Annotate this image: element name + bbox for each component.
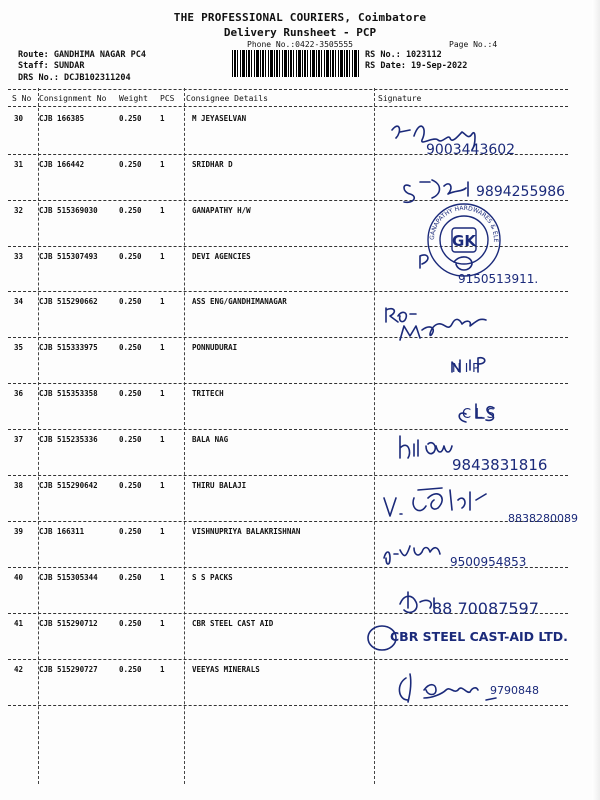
row-weight: 0.250 — [119, 619, 142, 628]
row-consignee: THIRU BALAJI — [192, 481, 247, 490]
row-sno: 40 — [14, 573, 24, 582]
handwritten-signature — [400, 592, 434, 612]
row-sno: 41 — [14, 619, 24, 628]
page-number: Page No.:4 — [449, 40, 498, 49]
row-weight: 0.250 — [119, 206, 142, 215]
row-consignment: CJB 515290712 — [39, 619, 98, 628]
col-consignment: Consignment No — [39, 94, 107, 103]
row-pcs: 1 — [160, 114, 165, 123]
cbr-stamp-text: CBR STEEL CAST-AID LTD. — [390, 629, 568, 644]
row-sno: 36 — [14, 389, 24, 398]
scan-edge — [592, 0, 600, 800]
row-consignment: CJB 515290642 — [39, 481, 98, 490]
handwritten-signature — [384, 546, 440, 564]
drs-number: DRS No.: DCJB102311204 — [18, 73, 131, 83]
col-sno: S No — [12, 94, 32, 103]
row-sno: 31 — [14, 160, 24, 169]
row-consignee: M JEYASELVAN — [192, 114, 247, 123]
signature-phone: 9843831816 — [452, 456, 548, 474]
col-signature: Signature — [378, 94, 422, 103]
company-title: THE PROFESSIONAL COURIERS, Coimbatore — [173, 11, 427, 24]
row-consignee: CBR STEEL CAST AID — [192, 619, 274, 628]
row-consignment: CJB 515290662 — [39, 297, 98, 306]
row-weight: 0.250 — [119, 252, 142, 261]
signature-phone: 9500954853 — [450, 555, 527, 569]
row-pcs: 1 — [160, 665, 165, 674]
stamp-ring-text: GANAPATHY HARDWARES & ELE — [428, 204, 500, 243]
row-weight: 0.250 — [119, 527, 142, 536]
row-weight: 0.250 — [119, 114, 142, 123]
row-consignment: CJB 166385 — [39, 114, 85, 123]
row-pcs: 1 — [160, 481, 165, 490]
row-weight: 0.250 — [119, 573, 142, 582]
signature-note: C L S — [462, 407, 495, 422]
stamp-monogram: GK — [452, 232, 476, 250]
row-pcs: 1 — [160, 160, 165, 169]
rs-number: RS No.: 1023112 — [365, 50, 442, 60]
handwritten-signature — [399, 674, 496, 702]
row-consignment: CJB 166311 — [39, 527, 85, 536]
row-pcs: 1 — [160, 389, 165, 398]
handwritten-signature — [400, 436, 452, 458]
col-pcs: PCS — [160, 94, 175, 103]
signature-note: N I P — [452, 361, 480, 375]
row-sno: 38 — [14, 481, 24, 490]
row-pcs: 1 — [160, 619, 165, 628]
handwritten-signature — [384, 488, 486, 516]
handwritten-signature — [404, 180, 468, 202]
col-consignee: Consignee Details — [186, 94, 268, 103]
document-title: Delivery Runsheet - PCP — [223, 26, 377, 39]
handwritten-signature — [420, 255, 472, 270]
row-sno: 37 — [14, 435, 24, 444]
row-consignee: VEEYAS MINERALS — [192, 665, 260, 674]
row-consignee: VISHNUPRIYA BALAKRISHNAN — [192, 527, 301, 536]
row-weight: 0.250 — [119, 481, 142, 490]
row-pcs: 1 — [160, 435, 165, 444]
row-consignment: CJB 515369030 — [39, 206, 98, 215]
row-weight: 0.250 — [119, 435, 142, 444]
signature-phone: 9894255986 — [476, 184, 566, 200]
col-weight: Weight — [119, 94, 148, 103]
row-consignee: S S PACKS — [192, 573, 233, 582]
signature-phone: 9150513911. — [458, 272, 539, 286]
route-label: Route: GANDHIMA NAGAR PC4 — [18, 50, 146, 60]
row-sno: 39 — [14, 527, 24, 536]
row-consignment: CJB 515353358 — [39, 389, 98, 398]
row-sno: 42 — [14, 665, 24, 674]
row-consignee: PONNUDURAI — [192, 343, 238, 352]
row-weight: 0.250 — [119, 297, 142, 306]
row-consignment: CJB 515307493 — [39, 252, 98, 261]
row-sno: 35 — [14, 343, 24, 352]
row-consignee: SRIDHAR D — [192, 160, 233, 169]
row-consignment: CJB 515333975 — [39, 343, 98, 352]
row-consignment: CJB 515235336 — [39, 435, 98, 444]
rs-date: RS Date: 19-Sep-2022 — [365, 61, 468, 71]
signature-phone: 88 70087597 — [432, 599, 539, 618]
row-pcs: 1 — [160, 527, 165, 536]
row-weight: 0.250 — [119, 665, 142, 674]
row-pcs: 1 — [160, 206, 165, 215]
row-sno: 34 — [14, 297, 24, 306]
row-sno: 32 — [14, 206, 24, 215]
row-consignee: ASS ENG/GANDHIMANAGAR — [192, 297, 287, 306]
row-consignee: DEVI AGENCIES — [192, 252, 251, 261]
row-pcs: 1 — [160, 297, 165, 306]
row-consignment: CJB 515305344 — [39, 573, 98, 582]
row-pcs: 1 — [160, 343, 165, 352]
row-weight: 0.250 — [119, 343, 142, 352]
row-pcs: 1 — [160, 252, 165, 261]
signature-phone: 8838280089 — [508, 512, 578, 525]
row-consignment: CJB 166442 — [39, 160, 85, 169]
row-weight: 0.250 — [119, 389, 142, 398]
row-consignment: CJB 515290727 — [39, 665, 98, 674]
row-sno: 33 — [14, 252, 24, 261]
row-consignee: GANAPATHY H/W — [192, 206, 251, 215]
row-sno: 30 — [14, 114, 24, 123]
row-consignee: TRITECH — [192, 389, 224, 398]
phone-number: Phone No.:0422-3505555 — [247, 40, 353, 49]
row-weight: 0.250 — [119, 160, 142, 169]
row-pcs: 1 — [160, 573, 165, 582]
staff-label: Staff: SUNDAR — [18, 61, 85, 71]
signature-phone: 9003443602 — [426, 142, 516, 158]
row-consignee: BALA NAG — [192, 435, 229, 444]
signature-phone: 9790848 — [490, 684, 539, 697]
handwritten-signature — [386, 308, 486, 340]
